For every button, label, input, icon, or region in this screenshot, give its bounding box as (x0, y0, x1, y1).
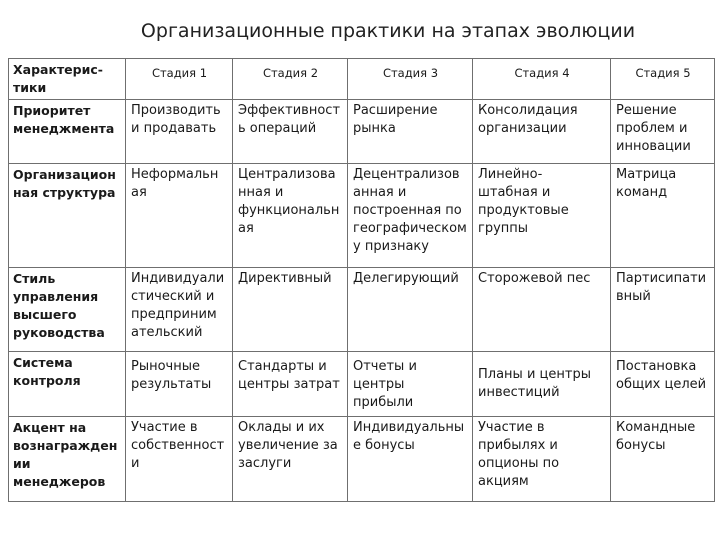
table-row-structure (9, 164, 715, 268)
table-cell: Командные бонусы (611, 417, 715, 502)
table-cell: Сторожевой пес (473, 268, 611, 352)
page-title: Организационные практики на этапах эволюции (140, 20, 636, 42)
row-label: Стиль управления высшего руководства (9, 268, 126, 352)
table-cell: Планы и центры инвестиций (473, 352, 611, 417)
corner-line: Характерис- (13, 62, 103, 77)
stage-header: Стадия 2 (233, 59, 348, 100)
table-cell: Производить и продавать (126, 100, 233, 164)
stage-header: Стадия 4 (473, 59, 611, 100)
table-cell: Консолидация организации (473, 100, 611, 164)
table-cell: Неформальн ая (126, 164, 233, 268)
row-label: Организацион ная структура (9, 164, 126, 268)
table-cell: Оклады и их увеличение за заслуги (233, 417, 348, 502)
table-cell: Рыночные результаты (126, 352, 233, 417)
table-row-style (9, 268, 715, 352)
table-cell: Индивидуальны е бонусы (348, 417, 473, 502)
evolution-table (8, 58, 715, 502)
table-cell: Матрица команд (611, 164, 715, 268)
table-cell: Отчеты и центры прибыли (348, 352, 473, 417)
table-cell: Централизова нная и функциональн ая (233, 164, 348, 268)
row-label: Система контроля (9, 352, 126, 417)
stage-header: Стадия 5 (611, 59, 715, 100)
table-cell: Участие в прибылях и опционы по акциям (473, 417, 611, 502)
table-cell: Линейно- штабная и продуктовые группы (473, 164, 611, 268)
table-cell: Индивидуали стический и предприним ательский (126, 268, 233, 352)
table-cell: Директивный (233, 268, 348, 352)
table-cell: Стандарты и центры затрат (233, 352, 348, 417)
table-cell: Эффективност ь операций (233, 100, 348, 164)
stage-header: Стадия 1 (126, 59, 233, 100)
table-cell: Участие в собственност и (126, 417, 233, 502)
row-label: Приоритет менеджмента (9, 100, 126, 164)
table-header-row (9, 59, 715, 100)
table-cell: Решение проблем и инновации (611, 100, 715, 164)
table-cell: Делегирующий (348, 268, 473, 352)
row-label: Акцент на вознагражден ии менеджеров (9, 417, 126, 502)
stage-header: Стадия 3 (348, 59, 473, 100)
table-cell: Расширение рынка (348, 100, 473, 164)
table-row-priority (9, 100, 715, 164)
corner-cell (9, 59, 126, 100)
table-row-control (9, 352, 715, 417)
table-cell: Партисипати вный (611, 268, 715, 352)
table-row-reward (9, 417, 715, 502)
table-cell: Децентрализов анная и построенная по географическом у признаку (348, 164, 473, 268)
table-cell: Постановка общих целей (611, 352, 715, 417)
corner-line: тики (13, 80, 47, 95)
